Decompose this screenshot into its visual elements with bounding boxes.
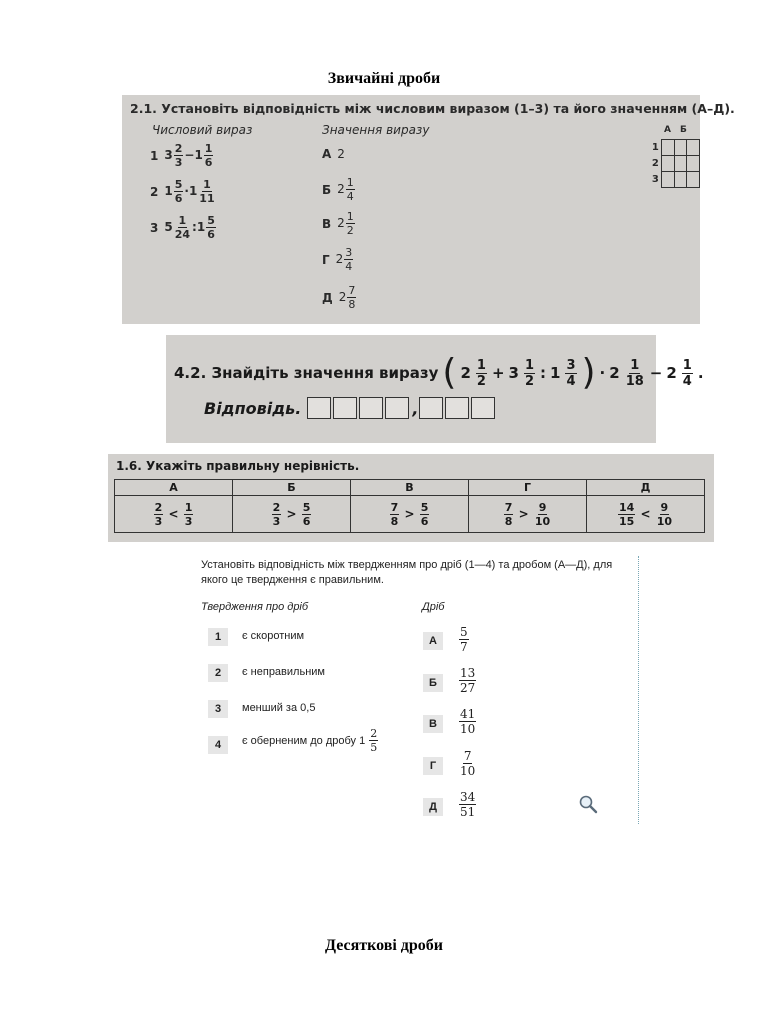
column-expression-header: Числовий вираз [152, 123, 253, 137]
grid-row-label: 1 [651, 142, 659, 153]
grid-cell[interactable] [687, 156, 700, 172]
fraction-letter: Г [423, 757, 443, 775]
answer-grid [648, 139, 700, 188]
statement-number: 2 [208, 664, 228, 682]
option-header-v: В [351, 480, 469, 496]
fraction-a: $\frac{5}{7}$ [460, 625, 468, 654]
expression-row-2: 2 1 $\frac{5}{6}$ ·1 $\frac{1}{11}$ [150, 178, 215, 205]
task-1-6-photo [108, 454, 714, 542]
task-4-2-photo [166, 335, 704, 443]
grid-cell[interactable] [661, 156, 674, 172]
grid-row-label: 2 [651, 158, 659, 169]
task-1-6-text: 1.6. Укажіть правильну нерівність. [116, 459, 360, 473]
inequality-table [114, 479, 705, 533]
value-row-d: Д 2 $\frac{7}{8}$ [322, 284, 356, 311]
grid-col-a: А [664, 125, 671, 135]
task-2-1-text: 2.1. Установіть відповідність між числовим виразом (1–3) та його значенням (А–Д). [130, 101, 735, 116]
section-heading-common-fractions: Звичайні дроби [327, 70, 441, 87]
value-row-b: Б 2 $\frac{1}{4}$ [322, 176, 354, 203]
fractions-header: Дріб [422, 601, 445, 613]
expression-row-1: 1 3 $\frac{2}{3}$ −1 $\frac{1}{6}$ [150, 142, 213, 169]
answer-label: Відповідь. [204, 398, 302, 418]
statements-header: Твердження про дріб [201, 601, 309, 613]
answer-box[interactable] [307, 397, 331, 419]
answer-box[interactable] [419, 397, 443, 419]
column-value-header: Значення виразу [322, 123, 430, 137]
magnifier-icon[interactable] [578, 794, 598, 814]
fraction-letter: Б [423, 674, 443, 692]
option-cell-g[interactable]: $\frac{7}{8}$ > $\frac{9}{10}$ [469, 496, 587, 533]
option-header-d: Д [587, 480, 705, 496]
answer-box[interactable] [359, 397, 383, 419]
answer-row [204, 397, 497, 419]
fraction-d: $\frac{34}{51}$ [460, 790, 476, 819]
statement-1: є скоротним [242, 630, 305, 642]
matching-task-fractions [198, 556, 640, 824]
grid-cell[interactable] [661, 172, 674, 188]
value-row-v: В 2 $\frac{1}{2}$ [322, 210, 354, 237]
fraction-letter: А [423, 632, 443, 650]
statement-4: є оберненим до дробу 1 $\frac{2}{5}$ [242, 727, 378, 754]
answer-box[interactable] [333, 397, 357, 419]
option-cell-d[interactable]: $\frac{14}{15}$ < $\frac{9}{10}$ [587, 496, 705, 533]
task-4-2-text: 4.2. Знайдіть значення виразу ( 2 $\frac{1}{2}$ + 3 $\frac{1}{2}$ : 1 $\frac{3}{4}$ ) · 2 $\frac{1}{18}$ − 2 $\frac{1}{4}$ . [174, 352, 704, 393]
fraction-b: $\frac{13}{27}$ [460, 666, 476, 695]
statement-number: 3 [208, 700, 228, 718]
statement-number: 4 [208, 736, 228, 754]
grid-cell[interactable] [674, 156, 687, 172]
option-cell-b[interactable]: $\frac{2}{3}$ > $\frac{5}{6}$ [233, 496, 351, 533]
option-header-b: Б [233, 480, 351, 496]
value-row-g: Г 2 $\frac{3}{4}$ [322, 246, 353, 273]
grid-col-b: Б [680, 125, 687, 135]
grid-row-label: 3 [651, 174, 659, 185]
answer-box[interactable] [445, 397, 469, 419]
answer-box[interactable] [385, 397, 409, 419]
section-heading-decimal-fractions: Десяткові дроби [324, 937, 444, 954]
option-header-g: Г [469, 480, 587, 496]
statement-2: є неправильним [242, 666, 325, 678]
value-row-a: А 2 [322, 147, 345, 161]
statement-3: менший за 0,5 [242, 702, 316, 714]
statement-number: 1 [208, 628, 228, 646]
grid-cell[interactable] [674, 172, 687, 188]
grid-cell[interactable] [674, 140, 687, 156]
option-cell-a[interactable]: $\frac{2}{3}$ < $\frac{1}{3}$ [115, 496, 233, 533]
expression-row-3: 3 5 $\frac{1}{24}$ :1 $\frac{5}{6}$ [150, 214, 215, 241]
fraction-v: $\frac{41}{10}$ [460, 707, 476, 736]
fraction-letter: В [423, 715, 443, 733]
answer-box[interactable] [471, 397, 495, 419]
fraction-letter: Д [423, 798, 443, 816]
option-header-a: А [115, 480, 233, 496]
grid-cell[interactable] [687, 140, 700, 156]
dotted-divider [638, 556, 639, 824]
option-cell-v[interactable]: $\frac{7}{8}$ > $\frac{5}{6}$ [351, 496, 469, 533]
matching-intro: Установіть відповідність між твердженням про дріб (1—4) та дробом (А—Д), для якого це твердження є правильним. [201, 559, 613, 586]
grid-cell[interactable] [687, 172, 700, 188]
fraction-g: $\frac{7}{10}$ [460, 749, 476, 778]
grid-cell[interactable] [661, 140, 674, 156]
answer-comma: , [412, 398, 419, 418]
task-2-1-photo [122, 95, 735, 324]
